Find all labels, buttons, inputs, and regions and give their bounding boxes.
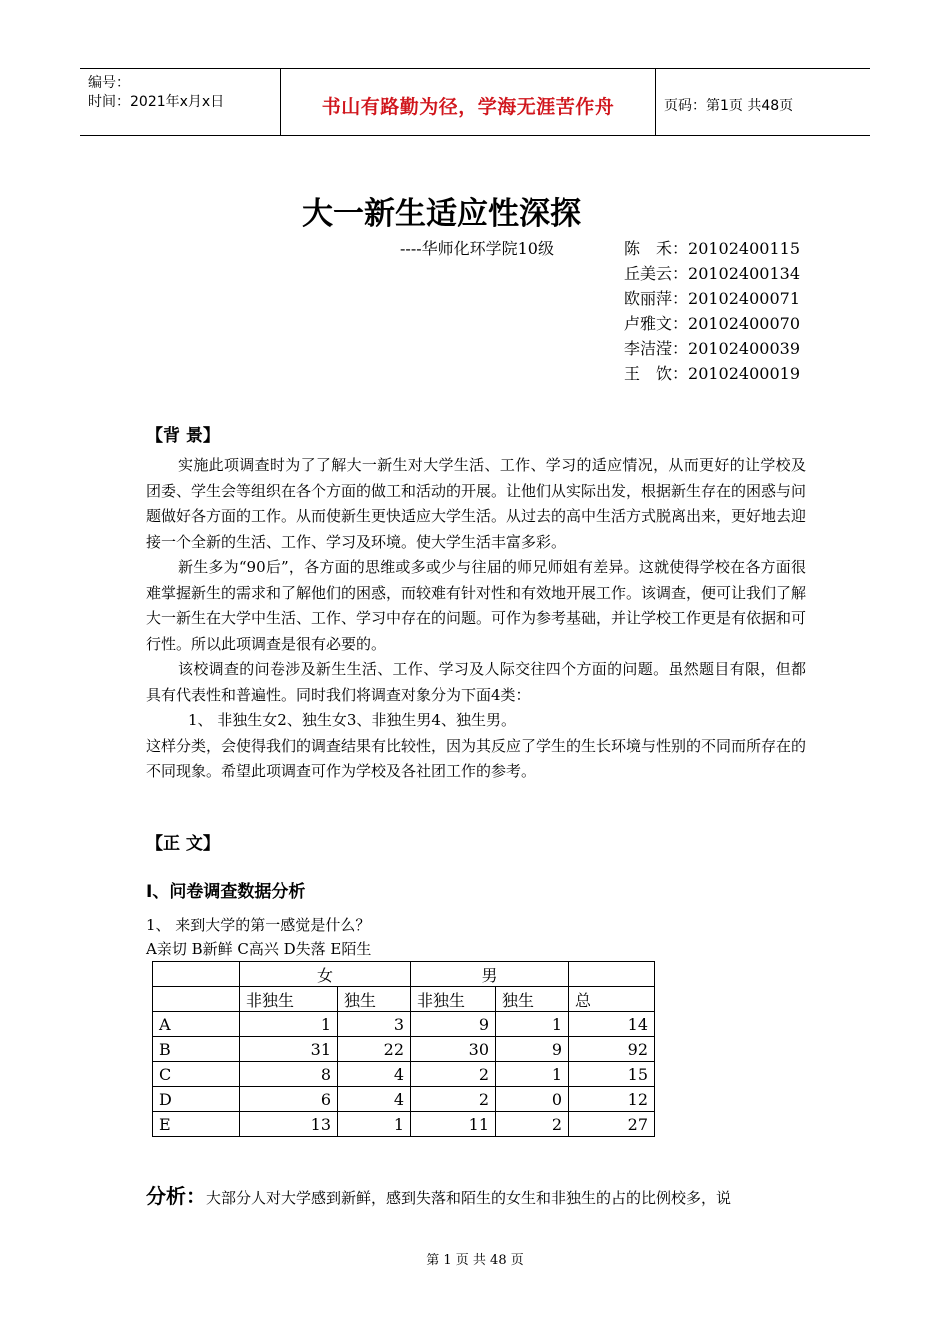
table-row-label: B xyxy=(153,1037,240,1062)
table-row xyxy=(153,1112,655,1137)
group-female-header: 女 xyxy=(240,962,411,987)
author-byline: ----华师化环学院10级 xyxy=(400,239,554,258)
table-cell: 1 xyxy=(496,1012,569,1037)
table-header-cell: 独生 xyxy=(496,987,569,1012)
table-header-cell: 非独生 xyxy=(411,987,496,1012)
table-row xyxy=(153,1037,655,1062)
analysis-text: 大部分人对大学感到新鲜，感到失落和陌生的女生和非独生的占的比例校多，说 xyxy=(206,1189,732,1207)
table-cell: 2 xyxy=(411,1087,496,1112)
table-cell: 14 xyxy=(569,1012,655,1037)
background-body xyxy=(146,453,806,785)
member-item: 丘美云：20102400134 xyxy=(624,264,800,283)
header-time-label: 时间：2021年x月x日 xyxy=(88,94,225,110)
member-list xyxy=(624,236,800,386)
question-text: 1、 来到大学的第一感觉是什么？ xyxy=(146,916,371,934)
table-cell: 4 xyxy=(338,1062,411,1087)
table-cell: 9 xyxy=(411,1012,496,1037)
background-category-list: 1、 非独生女2、独生女3、非独生男4、独生男。 xyxy=(188,711,516,729)
background-paragraph: 新生多为“90后”，各方面的思维或多或少与往届的师兄师姐有差异。这就使得学校在各方面很难掌握新生的需求和了解他们的困惑，而较难有针对性和有效地开展工作。该调查，便可让我们了解大一新生在大学中生活、工作、学习中存在的问题。可作为参考基础，并让学校工作更是有依据和可行性。所以此项调查是很有必要的。 xyxy=(146,558,807,653)
header-motto: 书山有路勤为径，学海无涯苦作舟 xyxy=(321,96,615,118)
table-cell: 4 xyxy=(338,1087,411,1112)
table-row-label: D xyxy=(153,1087,240,1112)
table-cell: 2 xyxy=(496,1112,569,1137)
header-number-label: 编号： xyxy=(88,75,130,91)
table-cell: 27 xyxy=(569,1112,655,1137)
table-header-cell: 独生 xyxy=(338,987,411,1012)
header-divider-right xyxy=(655,68,656,136)
member-item: 欧丽萍：20102400071 xyxy=(624,289,800,308)
table-cell: 1 xyxy=(338,1112,411,1137)
question-options: A亲切 B新鲜 C高兴 D失落 E陌生 xyxy=(146,940,372,958)
table-cell: 15 xyxy=(569,1062,655,1087)
table-cell: 12 xyxy=(569,1087,655,1112)
background-paragraph: 实施此项调查时为了了解大一新生对大学生活、工作、学习的适应情况，从而更好的让学校及团委、学生会等组织在各个方面的做工和活动的开展。让他们从实际出发，根据新生存在的困惑与问题做好各方面的工作。从而使新生更快适应大学生活。从过去的高中生活方式脱离出来，更好地去迎接一个全新的生活、工作、学习及环境。使大学生活丰富多彩。 xyxy=(146,456,807,551)
table-cell: 2 xyxy=(411,1062,496,1087)
table-row-label: A xyxy=(153,1012,240,1037)
document-title: 大一新生适应性深探 xyxy=(302,196,581,232)
page-footer: 第 1 页 共 48 页 xyxy=(426,1253,524,1268)
header-bottom-rule xyxy=(80,135,870,136)
table-row xyxy=(153,1012,655,1037)
body-heading: 【正 文】 xyxy=(146,834,220,854)
member-item: 陈 禾：20102400115 xyxy=(624,239,800,258)
background-paragraph: 这样分类，会使得我们的调查结果有比较性，因为其反应了学生的生长环境与性别的不同而所存在的不同现象。希望此项调查可作为学校及各社团工作的参考。 xyxy=(146,736,807,780)
member-item: 李洁滢：20102400039 xyxy=(624,339,800,358)
group-male-header: 男 xyxy=(411,962,569,987)
table-cell: 3 xyxy=(338,1012,411,1037)
table-row xyxy=(153,1087,655,1112)
table-cell: 6 xyxy=(240,1087,338,1112)
table-group-header-row xyxy=(153,962,655,987)
table-row-label: C xyxy=(153,1062,240,1087)
background-paragraph: 该校调查的问卷涉及新生生活、工作、学习及人际交往四个方面的问题。虽然题目有限，但都具有代表性和普遍性。同时我们将调查对象分为下面4类： xyxy=(146,660,806,704)
table-total-group-cell xyxy=(569,962,655,987)
table-cell: 92 xyxy=(569,1037,655,1062)
table-cell: 1 xyxy=(240,1012,338,1037)
table-cell: 22 xyxy=(338,1037,411,1062)
background-heading: 【背 景】 xyxy=(146,426,220,446)
table-cell xyxy=(153,987,240,1012)
table-row xyxy=(153,1062,655,1087)
analysis-paragraph xyxy=(146,1180,816,1209)
table-cell: 1 xyxy=(496,1062,569,1087)
table-cell: 13 xyxy=(240,1112,338,1137)
table-header-cell: 非独生 xyxy=(240,987,338,1012)
table-header-cell: 总 xyxy=(569,987,655,1012)
table-cell: 11 xyxy=(411,1112,496,1137)
header-top-rule xyxy=(80,68,870,69)
survey-table xyxy=(152,961,655,1137)
table-cell: 8 xyxy=(240,1062,338,1087)
table-cell: 31 xyxy=(240,1037,338,1062)
member-item: 王 饮：20102400019 xyxy=(624,364,800,383)
analysis-label: 分析： xyxy=(146,1184,206,1208)
table-cell: 9 xyxy=(496,1037,569,1062)
table-corner-cell xyxy=(153,962,240,987)
table-row-label: E xyxy=(153,1112,240,1137)
table-subheader-row xyxy=(153,987,655,1012)
table-cell: 30 xyxy=(411,1037,496,1062)
header-divider-left xyxy=(280,68,281,136)
member-item: 卢雅文：20102400070 xyxy=(624,314,800,333)
section-heading: I、问卷调查数据分析 xyxy=(146,882,306,902)
header-page-label: 页码：第1页 共48页 xyxy=(664,98,794,114)
table-cell: 0 xyxy=(496,1087,569,1112)
